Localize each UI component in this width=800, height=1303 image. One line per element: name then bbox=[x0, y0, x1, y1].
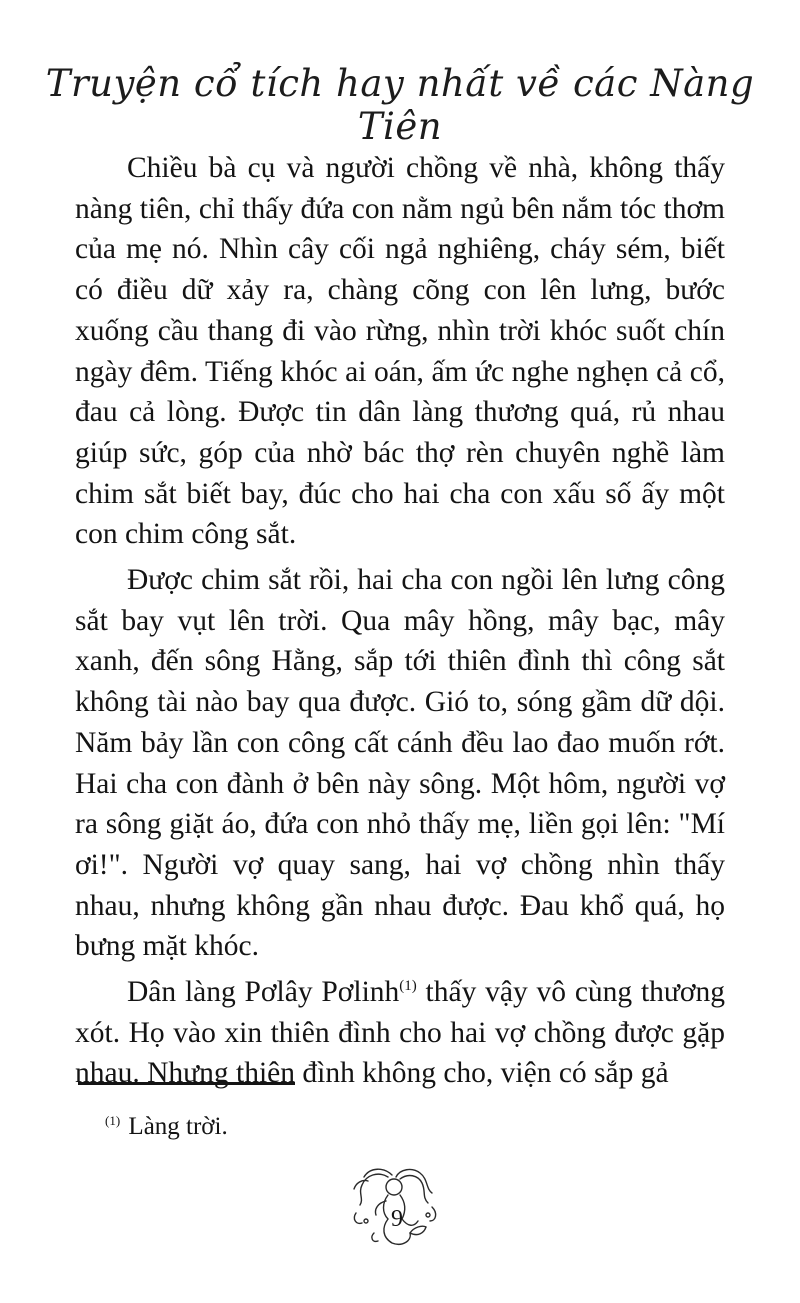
footnote bbox=[105, 1113, 228, 1141]
paragraph-3-rest: thấy vậy vô cùng thương xót. Họ vào xin thiên đình cho hai vợ chồng được gặp nhau. Nhưng thiên đình không cho, viện có sắp gả bbox=[75, 976, 725, 1090]
paragraph-2: Được chim sắt rồi, hai cha con ngồi lên lưng công sắt bay vụt lên trời. Qua mây hồng, mây bạc, mây xanh, đến sông Hằng, sắp tới thiên đình thì công sắt không tài nào bay qua được. Gió to, sóng gầm dữ dội. Năm bảy lần con công cất cánh đều lao đao muốn rớt. Hai cha con đành ở bên này sông. Một hôm, người vợ ra sông giặt áo, đứa con nhỏ thấy mẹ, liền gọi lên: "Mí ơi!". Người vợ quay sang, hai vợ chồng nhìn thấy nhau, nhưng không gần nhau được. Đau khổ quá, họ bưng mặt khóc. bbox=[75, 564, 725, 963]
paragraph-1: Chiều bà cụ và người chồng về nhà, không thấy nàng tiên, chỉ thấy đứa con nằm ngủ bên nắm tóc thơm của mẹ nó. Nhìn cây cối ngả nghiêng, cháy sém, biết có điều dữ xảy ra, chàng cõng con lên lưng, bước xuống cầu thang đi vào rừng, nhìn trời khóc suốt chín ngày đêm. Tiếng khóc ai oán, ấm ức nghe nghẹn cả cổ, đau cả lòng. Được tin dân làng thương quá, rủ nhau giúp sức, góp của nhờ bác thợ rèn chuyên nghề làm chim sắt biết bay, đúc cho hai cha con xấu số ấy một con chim công sắt. bbox=[75, 152, 725, 551]
paragraph-3 bbox=[75, 972, 725, 1094]
footnote-mark: (1) bbox=[105, 1112, 121, 1128]
footnote-text: Làng trời. bbox=[128, 1113, 228, 1140]
running-title: Truyện cổ tích hay nhất về các Nàng Tiên bbox=[45, 62, 755, 148]
page-number: 9 bbox=[391, 1206, 403, 1232]
footnote-divider bbox=[78, 1082, 295, 1085]
paragraph-3-start: Dân làng Pơlây Pơlinh bbox=[127, 976, 400, 1009]
body-text bbox=[75, 148, 725, 1099]
footnote-reference: (1) bbox=[399, 978, 417, 995]
